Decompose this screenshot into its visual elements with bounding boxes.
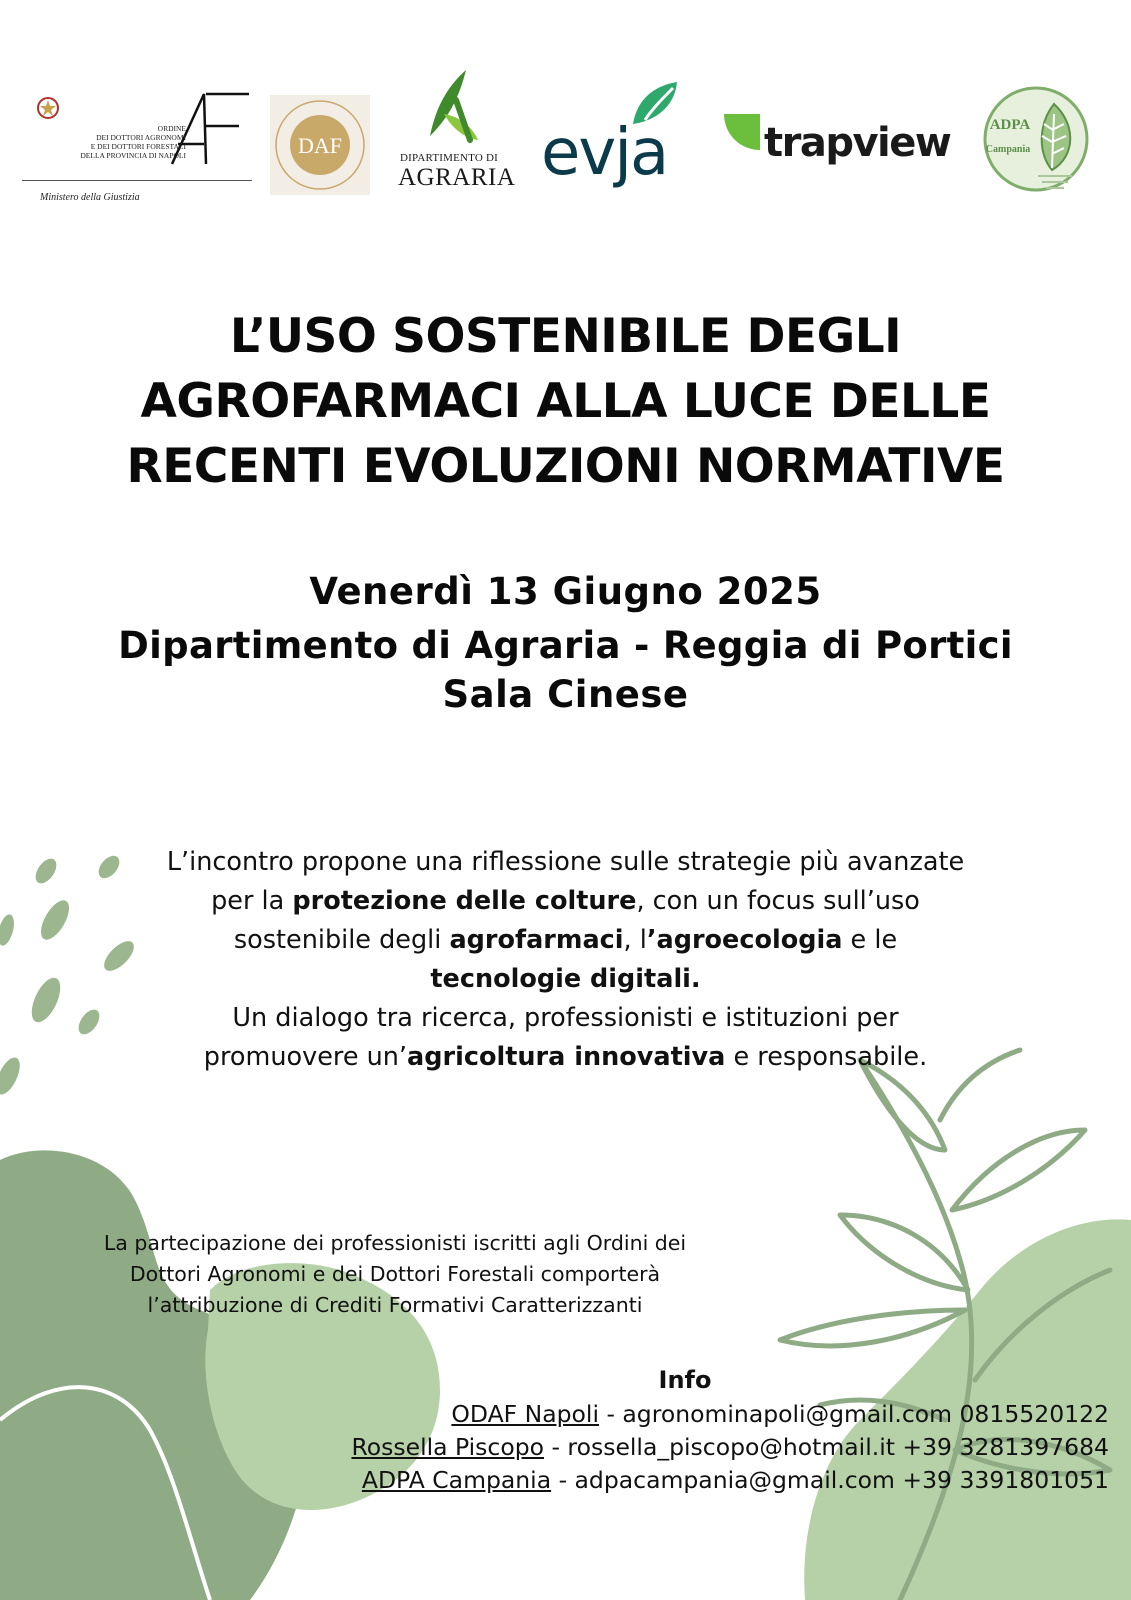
page-title [60,304,1071,499]
agraria-name-text: AGRARIA [398,164,516,191]
desc-bold-2: agrofarmaci [449,925,624,955]
trapview-text: trapview [764,120,951,166]
desc-bold-5: agricoltura innovativa [407,1042,726,1072]
contact-name-link[interactable]: ODAF Napoli [451,1400,599,1428]
notice-line-1: La partecipazione dei professionisti iscritti agli Ordini dei [103,1231,687,1255]
italian-emblem-icon [36,94,76,126]
desc-bold-4: tecnologie digitali. [430,964,701,994]
daf-logo [270,95,370,195]
title-line-3: RECENTI EVOLUZIONI NORMATIVE [126,439,1005,494]
odaf-divider [22,180,252,181]
odaf-napoli-logo [22,92,254,212]
adpa-campania-logo [976,84,1096,194]
title-line-2: AGROFARMACI ALLA LUCE DELLE [140,374,991,429]
desc-bold-3: ’agroecologia [646,925,843,955]
desc-text-1: L’incontro propone una riflessione sulle strategie più avanzate per la [166,847,965,916]
agraria-dip-text: DIPARTIMENTO DI [400,152,498,164]
trapview-logo [720,110,950,185]
contact-detail: - rossella_piscopo@hotmail.it +39 3281397684 [544,1433,1109,1461]
event-description [160,843,971,1077]
contact-detail: - adpacampania@gmail.com +39 3391801051 [551,1466,1109,1494]
info-title: Info [658,1366,712,1394]
contact-row [351,1431,1109,1464]
desc-text-2: , con un focus sull’uso sostenibile degli [233,886,920,955]
credits-notice [30,1228,760,1321]
notice-line-2: Dottori Agronomi e dei Dottori Forestali comporterà [129,1262,661,1286]
adpa-campania-text: Campania [985,144,1031,155]
odaf-org-name: ORDINE DEI DOTTORI AGRONOMI E DEI DOTTORI FORESTALI DELLA PROVINCIA DI NAPOLI [80,124,186,160]
desc-text-5: Un dialogo tra ricerca, professionisti e istituzioni per promuovere un’ [203,1003,899,1072]
contact-detail: - agronominapoli@gmail.com 0815520122 [598,1400,1109,1428]
daf-text: DAF [297,133,343,158]
event-room: Sala Cinese [442,673,689,716]
evja-logo [541,80,697,195]
event-date: Venerdì 13 Giugno 2025 [309,570,822,613]
contact-name-link[interactable]: ADPA Campania [361,1466,552,1494]
notice-line-3: l’attribuzione di Crediti Formativi Caratterizzanti [147,1293,643,1317]
ministry-text: Ministero della Giustizia [40,192,140,203]
desc-text-3: , l [623,925,647,955]
desc-text-6: e responsabile. [725,1042,928,1072]
title-line-1: L’USO SOSTENIBILE DEGLI [229,309,902,364]
contact-row [351,1464,1109,1497]
evja-text: evja [541,116,668,190]
contact-list [351,1398,1109,1497]
adpa-text: ADPA [989,117,1031,133]
agraria-leaf-icon [398,66,528,151]
desc-text-4: e le [842,925,898,955]
dipartimento-agraria-logo [398,66,528,194]
event-venue: Dipartimento di Agraria - Reggia di Portici [118,624,1013,667]
contact-name-link[interactable]: Rossella Piscopo [351,1433,545,1461]
desc-bold-1: protezione delle colture [292,886,637,916]
contact-row [351,1398,1109,1431]
trapview-leaf-icon [722,112,764,154]
